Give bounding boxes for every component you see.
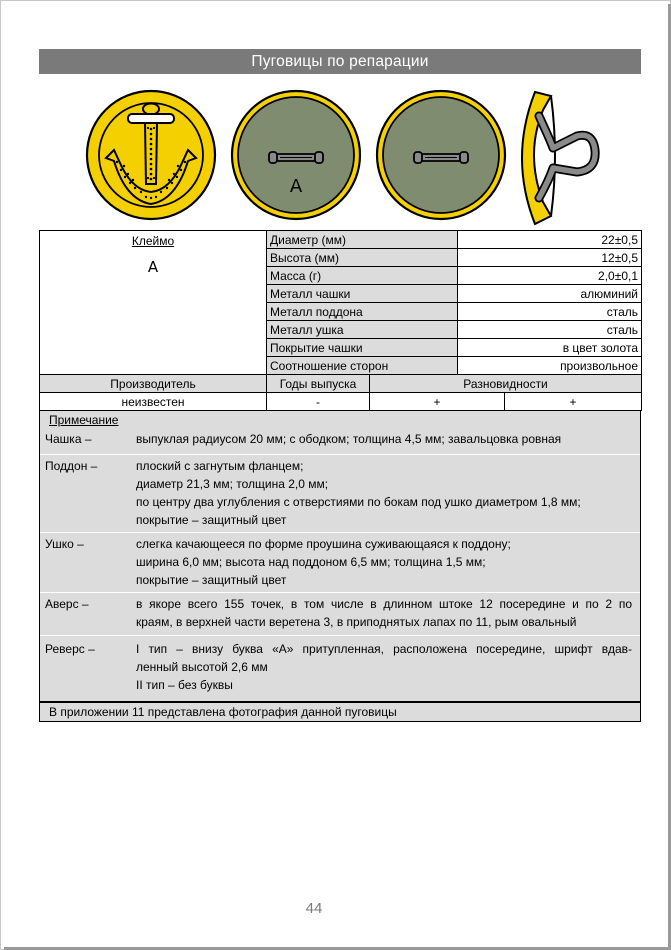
note-term: Ушко –: [45, 537, 84, 551]
notes-section: [39, 411, 641, 702]
divider: [40, 454, 640, 455]
note-term: Реверс –: [45, 642, 95, 656]
spec-label: Металл чашки: [267, 285, 458, 303]
note-desc: [136, 595, 632, 631]
page-number: 44: [305, 900, 323, 917]
note-line: по центру два углубления с отверстиями по бокам под ушко диаметром 1,8 мм;: [136, 495, 581, 509]
spec-label: Масса (г): [267, 267, 458, 285]
page-title: Пуговицы по репарации: [39, 49, 641, 74]
divider: [40, 592, 640, 593]
spec-value: произвольное: [458, 357, 642, 375]
note-term: Чашка –: [45, 432, 92, 446]
note-line: ленный высотой 2,6 мм: [136, 660, 268, 674]
button-profile-icon: [515, 88, 601, 228]
years-value: -: [267, 393, 370, 411]
variants-header: Разновидности: [370, 375, 642, 393]
manufacturer-header: Производитель: [40, 375, 267, 393]
note-desc: [136, 640, 632, 694]
note-line: плоский с загнутым фланцем;: [136, 459, 304, 473]
spec-value: в цвет золота: [458, 339, 642, 357]
note-desc: [136, 535, 632, 589]
note-line: краям, в верхней части веретена 3, в приподнятых лапах по 11, рым овальный: [136, 615, 577, 629]
note-line: покрытие – защитный цвет: [136, 513, 287, 527]
svg-text:А: А: [289, 176, 303, 197]
manufacturer-value: неизвестен: [40, 393, 267, 411]
note-term: Аверс –: [45, 597, 89, 611]
note-line: слегка качающееся по форме проушина суживающаяся к поддону;: [136, 537, 511, 551]
note-term: Поддон –: [45, 459, 98, 473]
note-desc: [136, 430, 632, 448]
anchor-button-obverse-icon: [84, 88, 218, 222]
spec-value: 2,0±0,1: [458, 267, 642, 285]
note-line: в якоре всего 155 точек, в том числе в длинном штоке 12 посередине и по 2 по: [136, 597, 632, 611]
button-images: [39, 88, 641, 230]
spec-value: сталь: [458, 321, 642, 339]
spec-label: Высота (мм): [267, 249, 458, 267]
note-line: ширина 6,0 мм; высота над поддоном 6,5 мм; толщина 1,5 мм;: [136, 555, 486, 569]
button-reverse-plain-icon: [374, 88, 508, 222]
button-reverse-with-letter-icon: [229, 88, 363, 222]
brand-cell: [40, 231, 267, 375]
appendix-note-text: В приложении 11 представлена фотография данной пуговицы: [49, 705, 397, 719]
spec-label: Металл поддона: [267, 303, 458, 321]
spec-table: [39, 230, 642, 411]
spec-label: Соотношение сторон: [267, 357, 458, 375]
spec-value: 12±0,5: [458, 249, 642, 267]
divider: [40, 532, 640, 533]
note-line: покрытие – защитный цвет: [136, 573, 287, 587]
spec-value: алюминий: [458, 285, 642, 303]
note-desc: [136, 457, 632, 529]
years-header: Годы выпуска: [267, 375, 370, 393]
note-line: I тип – внизу буква «А» притупленная, расположена посередине, шрифт вдав-: [136, 642, 632, 656]
spec-label: Диаметр (мм): [267, 231, 458, 249]
notes-heading: Примечание: [49, 413, 119, 427]
spec-label: Покрытие чашки: [267, 339, 458, 357]
brand-label: Клеймо: [131, 234, 175, 248]
divider: [40, 635, 640, 636]
spec-label: Металл ушка: [267, 321, 458, 339]
spec-value: сталь: [458, 303, 642, 321]
spec-value: 22±0,5: [458, 231, 642, 249]
note-line: II тип – без буквы: [136, 678, 233, 692]
variant-2-value: +: [505, 393, 642, 411]
variant-1-value: +: [370, 393, 505, 411]
brand-value: А: [147, 258, 159, 276]
note-line: диаметр 21,3 мм; толщина 2,0 мм;: [136, 477, 329, 491]
note-line: выпуклая радиусом 20 мм; с ободком; толщина 4,5 мм; завальцовка ровная: [136, 432, 562, 446]
appendix-note: [39, 702, 641, 722]
